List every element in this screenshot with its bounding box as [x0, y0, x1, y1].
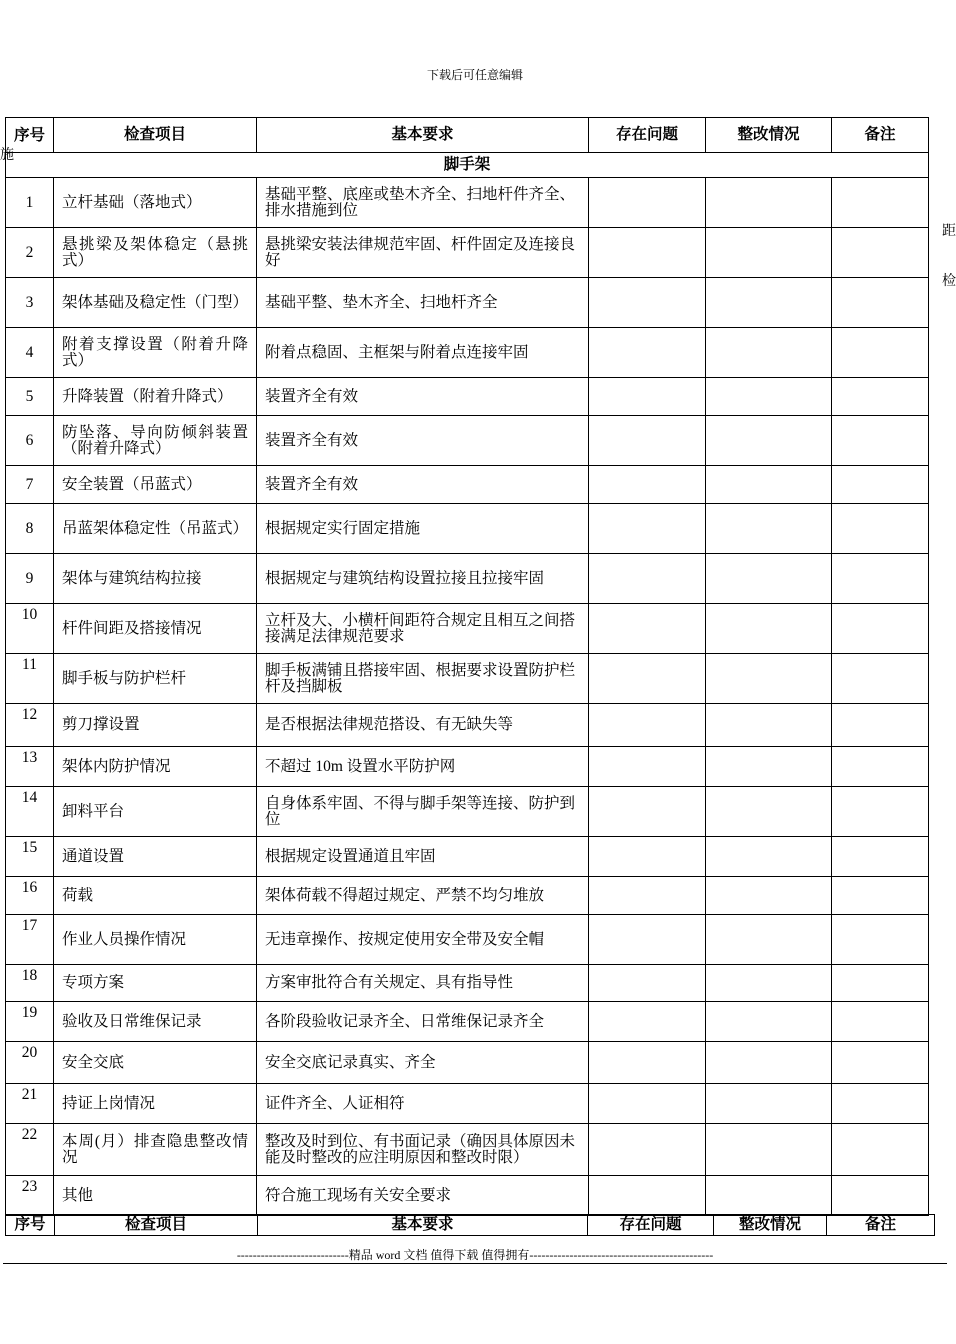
row-fix-cell[interactable]	[706, 1124, 832, 1176]
row-issue-cell[interactable]	[589, 466, 706, 504]
row-item: 架体基础及稳定性（门型）	[54, 278, 257, 328]
header-seq: 序号	[6, 118, 54, 153]
inspection-table	[5, 117, 929, 1216]
row-requirement: 整改及时到位、有书面记录（确因具体原因未能及时整改的应注明原因和整改时限）	[257, 1124, 589, 1176]
row-remark-cell[interactable]	[832, 378, 929, 416]
row-number: 10	[6, 604, 54, 654]
section-row	[6, 153, 929, 178]
row-fix-cell[interactable]	[706, 837, 832, 877]
table-row	[6, 837, 929, 877]
row-requirement: 装置齐全有效	[257, 466, 589, 504]
row-fix-cell[interactable]	[706, 466, 832, 504]
table-row	[6, 416, 929, 466]
row-issue-cell[interactable]	[589, 965, 706, 1002]
table-row	[6, 278, 929, 328]
row-requirement: 各阶段验收记录齐全、日常维保记录齐全	[257, 1002, 589, 1042]
row-fix-cell[interactable]	[706, 378, 832, 416]
row-issue-cell[interactable]	[589, 554, 706, 604]
row-issue-cell[interactable]	[589, 1002, 706, 1042]
table-row	[6, 328, 929, 378]
row-issue-cell[interactable]	[589, 1084, 706, 1124]
row-remark-cell[interactable]	[832, 877, 929, 915]
row-requirement: 符合施工现场有关安全要求	[257, 1176, 589, 1216]
row-requirement: 悬挑梁安装法律规范牢固、杆件固定及连接良好	[257, 228, 589, 278]
table-row	[6, 1002, 929, 1042]
row-fix-cell[interactable]	[706, 554, 832, 604]
row-number: 22	[6, 1124, 54, 1176]
row-fix-cell[interactable]	[706, 965, 832, 1002]
row-number: 17	[6, 915, 54, 965]
table-row	[6, 877, 929, 915]
row-remark-cell[interactable]	[832, 328, 929, 378]
row-issue-cell[interactable]	[589, 504, 706, 554]
row-fix-cell[interactable]	[706, 787, 832, 837]
row-fix-cell[interactable]	[706, 504, 832, 554]
header-item: 检查项目	[54, 118, 257, 153]
row-number: 9	[6, 554, 54, 604]
row-issue-cell[interactable]	[589, 1042, 706, 1084]
row-remark-cell[interactable]	[832, 787, 929, 837]
row-fix-cell[interactable]	[706, 877, 832, 915]
row-fix-cell[interactable]	[706, 416, 832, 466]
row-requirement: 自身体系牢固、不得与脚手架等连接、防护到位	[257, 787, 589, 837]
row-issue-cell[interactable]	[589, 328, 706, 378]
row-issue-cell[interactable]	[589, 704, 706, 747]
row-number: 20	[6, 1042, 54, 1084]
row-requirement: 脚手板满铺且搭接牢固、根据要求设置防护栏杆及挡脚板	[257, 654, 589, 704]
table-row	[6, 915, 929, 965]
row-item: 杆件间距及搭接情况	[54, 604, 257, 654]
row-item: 架体内防护情况	[54, 747, 257, 787]
row-item: 安全装置（吊蓝式）	[54, 466, 257, 504]
row-remark-cell[interactable]	[832, 604, 929, 654]
row-requirement: 基础平整、底座或垫木齐全、扫地杆件齐全、排水措施到位	[257, 178, 589, 228]
row-item: 验收及日常维保记录	[54, 1002, 257, 1042]
table-row	[6, 704, 929, 747]
row-item: 剪刀撑设置	[54, 704, 257, 747]
table-row	[6, 654, 929, 704]
row-requirement: 根据规定实行固定措施	[257, 504, 589, 554]
row-remark-cell[interactable]	[832, 178, 929, 228]
row-fix-cell[interactable]	[706, 747, 832, 787]
row-issue-cell[interactable]	[589, 837, 706, 877]
row-item: 本周(月）排查隐患整改情况	[54, 1124, 257, 1176]
row-fix-cell[interactable]	[706, 178, 832, 228]
row-number: 23	[6, 1176, 54, 1216]
table-row	[6, 466, 929, 504]
repeat-header-row	[6, 1215, 935, 1236]
row-requirement: 是否根据法律规范搭设、有无缺失等	[257, 704, 589, 747]
section-title: 脚手架	[6, 153, 929, 178]
table-row	[6, 1084, 929, 1124]
row-issue-cell[interactable]	[589, 1124, 706, 1176]
footer-line: ----------------------------精品 word 文档 值得下载 值得拥有----------------------------------------------	[236, 1248, 714, 1262]
row-item: 荷载	[54, 877, 257, 915]
row-remark-cell[interactable]	[832, 554, 929, 604]
repeat-header-issue: 存在问题	[588, 1215, 714, 1236]
row-number: 7	[6, 466, 54, 504]
row-requirement: 不超过 10m 设置水平防护网	[257, 747, 589, 787]
repeat-header-req: 基本要求	[258, 1215, 588, 1236]
row-requirement: 根据规定与建筑结构设置拉接且拉接牢固	[257, 554, 589, 604]
row-issue-cell[interactable]	[589, 747, 706, 787]
row-remark-cell[interactable]	[832, 1002, 929, 1042]
row-number: 13	[6, 747, 54, 787]
row-remark-cell[interactable]	[832, 466, 929, 504]
repeat-header-remark: 备注	[827, 1215, 935, 1236]
row-requirement: 架体荷载不得超过规定、严禁不均匀堆放	[257, 877, 589, 915]
repeat-header-seq: 序号	[6, 1215, 55, 1236]
table-row	[6, 1124, 929, 1176]
row-issue-cell[interactable]	[589, 787, 706, 837]
row-requirement: 装置齐全有效	[257, 378, 589, 416]
row-fix-cell[interactable]	[706, 1002, 832, 1042]
row-fix-cell[interactable]	[706, 328, 832, 378]
row-issue-cell[interactable]	[589, 228, 706, 278]
row-number: 16	[6, 877, 54, 915]
row-item: 悬挑梁及架体稳定（悬挑式）	[54, 228, 257, 278]
row-issue-cell[interactable]	[589, 604, 706, 654]
row-fix-cell[interactable]	[706, 1176, 832, 1216]
row-issue-cell[interactable]	[589, 915, 706, 965]
row-number: 5	[6, 378, 54, 416]
row-item: 卸料平台	[54, 787, 257, 837]
row-remark-cell[interactable]	[832, 915, 929, 965]
row-issue-cell[interactable]	[589, 654, 706, 704]
row-fix-cell[interactable]	[706, 1084, 832, 1124]
row-remark-cell[interactable]	[832, 278, 929, 328]
row-remark-cell[interactable]	[832, 747, 929, 787]
row-fix-cell[interactable]	[706, 1042, 832, 1084]
table-row	[6, 378, 929, 416]
row-fix-cell[interactable]	[706, 654, 832, 704]
row-number: 19	[6, 1002, 54, 1042]
row-remark-cell[interactable]	[832, 965, 929, 1002]
table-row	[6, 178, 929, 228]
row-remark-cell[interactable]	[832, 228, 929, 278]
repeat-header-item: 检查项目	[55, 1215, 258, 1236]
right-edge-mark-1: 距	[942, 224, 956, 239]
header-issue: 存在问题	[589, 118, 706, 153]
row-item: 安全交底	[54, 1042, 257, 1084]
table-row	[6, 228, 929, 278]
row-issue-cell[interactable]	[589, 1176, 706, 1216]
row-item: 附着支撑设置（附着升降式）	[54, 328, 257, 378]
bottom-rule	[3, 1263, 947, 1264]
table-row	[6, 1042, 929, 1084]
row-requirement: 根据规定设置通道且牢固	[257, 837, 589, 877]
row-issue-cell[interactable]	[589, 378, 706, 416]
row-item: 升降装置（附着升降式）	[54, 378, 257, 416]
table-row	[6, 554, 929, 604]
row-fix-cell[interactable]	[706, 915, 832, 965]
row-requirement: 安全交底记录真实、齐全	[257, 1042, 589, 1084]
row-fix-cell[interactable]	[706, 604, 832, 654]
top-note: 下载后可任意编辑	[426, 68, 523, 82]
row-requirement: 方案审批符合有关规定、具有指导性	[257, 965, 589, 1002]
row-issue-cell[interactable]	[589, 877, 706, 915]
row-number: 8	[6, 504, 54, 554]
row-fix-cell[interactable]	[706, 278, 832, 328]
table-row	[6, 787, 929, 837]
row-item: 防坠落、导向防倾斜装置（附着升降式）	[54, 416, 257, 466]
row-remark-cell[interactable]	[832, 1084, 929, 1124]
row-number: 2	[6, 228, 54, 278]
table-row	[6, 504, 929, 554]
row-number: 21	[6, 1084, 54, 1124]
row-fix-cell[interactable]	[706, 704, 832, 747]
left-edge-mark: 施	[0, 148, 14, 163]
table-row	[6, 1176, 929, 1216]
row-remark-cell[interactable]	[832, 654, 929, 704]
row-number: 6	[6, 416, 54, 466]
row-requirement: 附着点稳固、主框架与附着点连接牢固	[257, 328, 589, 378]
row-number: 11	[6, 654, 54, 704]
row-item: 作业人员操作情况	[54, 915, 257, 965]
row-remark-cell[interactable]	[832, 1124, 929, 1176]
row-number: 4	[6, 328, 54, 378]
row-number: 1	[6, 178, 54, 228]
header-remark: 备注	[832, 118, 929, 153]
row-remark-cell[interactable]	[832, 837, 929, 877]
row-item: 架体与建筑结构拉接	[54, 554, 257, 604]
row-item: 持证上岗情况	[54, 1084, 257, 1124]
row-requirement: 证件齐全、人证相符	[257, 1084, 589, 1124]
table-row	[6, 747, 929, 787]
row-fix-cell[interactable]	[706, 228, 832, 278]
row-requirement: 装置齐全有效	[257, 416, 589, 466]
header-req: 基本要求	[257, 118, 589, 153]
row-number: 3	[6, 278, 54, 328]
row-remark-cell[interactable]	[832, 504, 929, 554]
table-row	[6, 604, 929, 654]
row-remark-cell[interactable]	[832, 416, 929, 466]
row-number: 14	[6, 787, 54, 837]
row-number: 18	[6, 965, 54, 1002]
row-requirement: 基础平整、垫木齐全、扫地杆齐全	[257, 278, 589, 328]
row-issue-cell[interactable]	[589, 178, 706, 228]
right-edge-mark-2: 检	[942, 274, 956, 289]
header-row	[6, 118, 929, 153]
row-remark-cell[interactable]	[832, 1176, 929, 1216]
row-item: 立杆基础（落地式）	[54, 178, 257, 228]
row-item: 通道设置	[54, 837, 257, 877]
row-requirement: 无违章操作、按规定使用安全带及安全帽	[257, 915, 589, 965]
row-issue-cell[interactable]	[589, 416, 706, 466]
row-number: 12	[6, 704, 54, 747]
row-item: 吊蓝架体稳定性（吊蓝式）	[54, 504, 257, 554]
row-item: 其他	[54, 1176, 257, 1216]
row-issue-cell[interactable]	[589, 278, 706, 328]
row-remark-cell[interactable]	[832, 1042, 929, 1084]
row-requirement: 立杆及大、小横杆间距符合规定且相互之间搭接满足法律规范要求	[257, 604, 589, 654]
row-item: 专项方案	[54, 965, 257, 1002]
repeat-header-fix: 整改情况	[714, 1215, 827, 1236]
table-row	[6, 965, 929, 1002]
row-number: 15	[6, 837, 54, 877]
row-item: 脚手板与防护栏杆	[54, 654, 257, 704]
row-remark-cell[interactable]	[832, 704, 929, 747]
header-fix: 整改情况	[706, 118, 832, 153]
repeat-header-table	[5, 1214, 935, 1236]
